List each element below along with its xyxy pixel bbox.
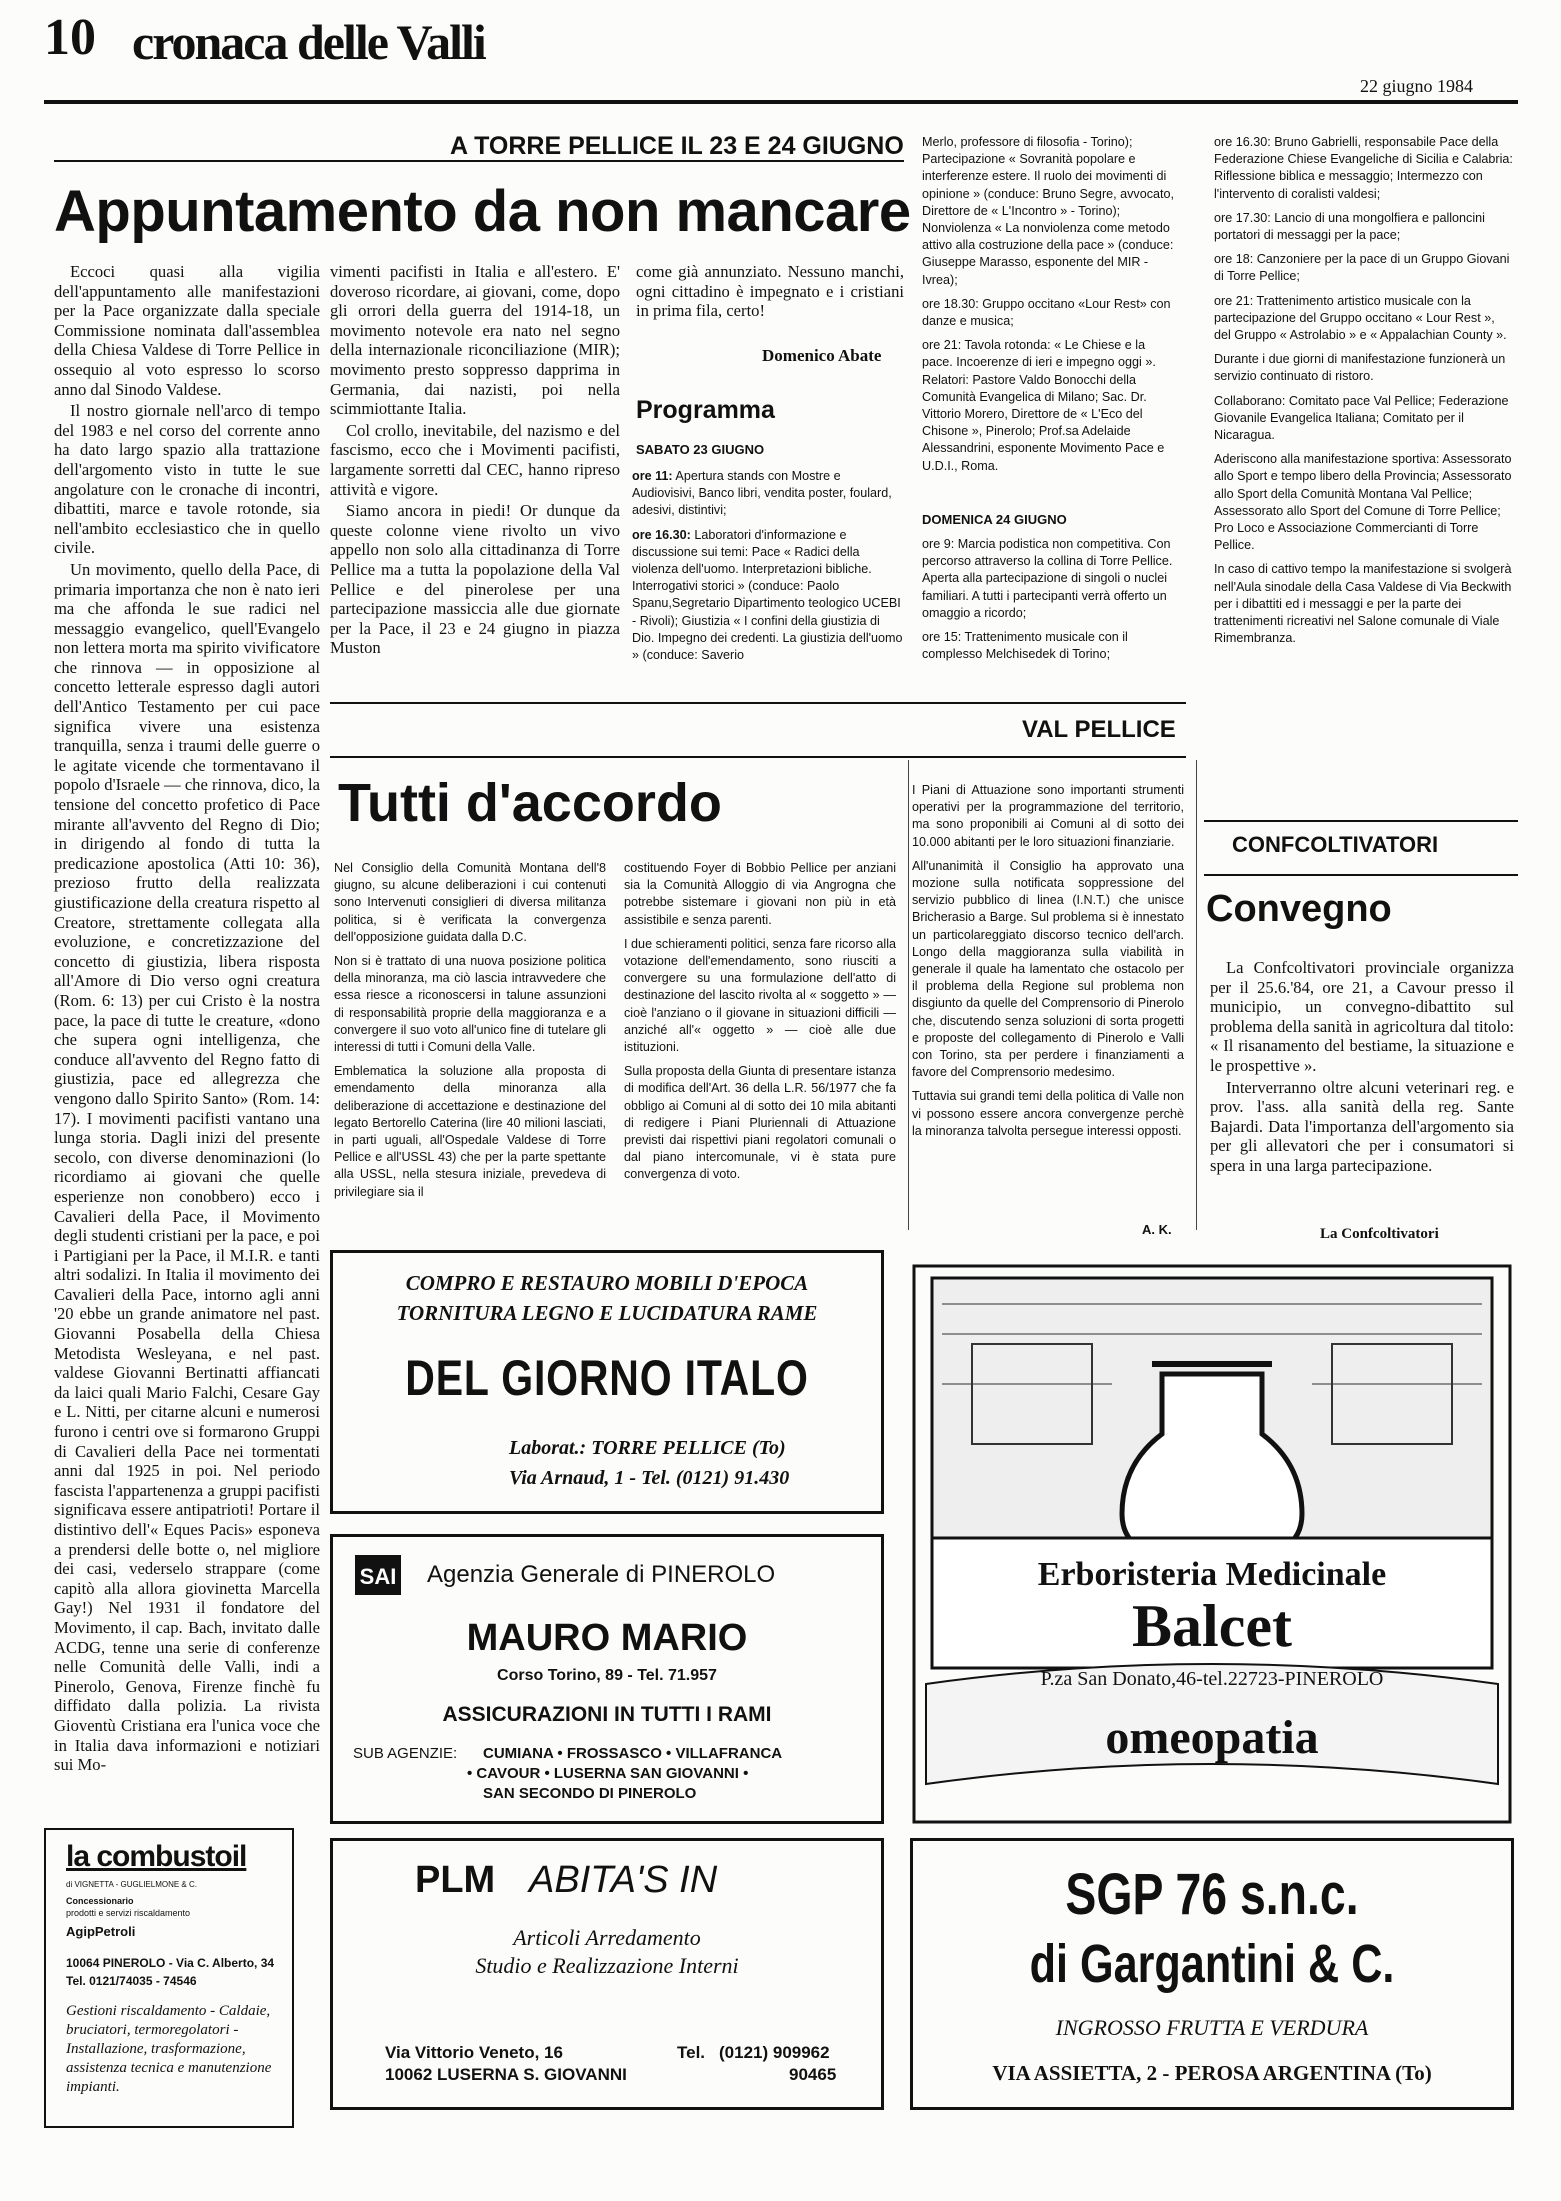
ad-sai-slogan: ASSICURAZIONI IN TUTTI I RAMI bbox=[442, 1703, 772, 1726]
programma-item: ore 21: Trattenimento artistico musicale con la partecipazione del Gruppo occitano « Lour Rest », del Gruppo « Astrolabio » e « Appalachian County ». bbox=[1214, 293, 1507, 343]
ad-sai-name: MAURO MARIO bbox=[466, 1617, 748, 1659]
article2-col3-p2: All'unanimità il Consiglio ha approvato una mozione sulla notificata soppressione del servizio pubblico di linea (I.N.T.) che unisce Bricherasio a Barge. Sul problema si è innestato un particolareggiato discorso tecnico dell'arch. Longo della maggioranza sulla viabilità in generale il quale ha lamentato che ostacolo per il problema della Regione sul problema non disgiunto da quelle del Comprensorio di Pinerolo che, discutendo senza soluzioni di sorta progetti e proposte del collegamento di Pinerolo e Valli con Torino, sta per perdere i finanziamenti a favore del Comprensorio medesimo. bbox=[912, 858, 1184, 1080]
article3-p2: Interverranno oltre alcuni veterinari reg. e prov. l'ass. alla sanità della reg. Sante Bajardi. Data l'importanza dell'argomento sia per gli allevatori che per i consumatori si spera in una larga partecipazione. bbox=[1210, 1077, 1514, 1175]
programma-items-d bbox=[1214, 134, 1514, 654]
paper-name: cronaca delle Valli bbox=[132, 14, 485, 70]
article3-body bbox=[1210, 958, 1514, 1178]
ad-balcet-tag: omeopatia bbox=[1105, 1711, 1319, 1764]
article1-col2 bbox=[330, 262, 620, 682]
article1-col2-p1: vimenti pacifisti in Italia e all'estero. E' doveroso ricordare, ai giovani, come, dopo gli orrori della guerra del 1914-18, un movimento notevole era nato nel segno della internazionale riconciliazione (MIR); movimento presto soppresso dapprima in Germania, dai nazisti, poi nella scimmiottante Italia. bbox=[330, 262, 620, 419]
ad-sgp bbox=[910, 1838, 1514, 2110]
programma-item: ore 15: Trattenimento musicale con il complesso Melchisedek di Torino; bbox=[922, 630, 1128, 662]
page-number: 10 bbox=[44, 9, 96, 66]
programma-title: Programma bbox=[636, 396, 775, 424]
article1-title: Appuntamento da non mancare bbox=[54, 179, 911, 244]
ad-sai-sub2: • CAVOUR • LUSERNA SAN GIOVANNI • bbox=[467, 1765, 749, 1782]
programma-item: ore 16.30: Laboratori d'informazione e discussione sui temi: Pace « Radici della violenza dell'uomo. Interpretazioni bibliche. Interrogativi storici » (conduce: Paolo Spanu,Segretario Dipartimento teologico UCEBI - Rivoli); Giustizia « I confini della giustizia di Dio. Impegno dei credenti. La giustizia dell'uomo » (conduce: Saverio bbox=[632, 527, 903, 663]
programma-item: ore 9: Marcia podistica non competitiva. Con percorso attraverso la collina di Torre Pellice. Aperta alla partecipazione di singoli o nuclei familiari. A tutti i partecipanti verrà offerto un omaggio a ricordo; bbox=[922, 537, 1173, 620]
article2-col2 bbox=[624, 860, 896, 1191]
issue-date: 22 giugno 1984 bbox=[1360, 76, 1474, 96]
article3-p1: La Confcoltivatori provinciale organizza per il 25.6.'84, ore 21, a Cavour presso il municipio, un convegno-dibattito sul problema della sanità in agricoltura dal titolo: « Il risanamento del bestiame, la situazione e le prospettive ». bbox=[1210, 958, 1514, 1075]
programma-item: Durante i due giorni di manifestazione funzionerà un servizio continuato di ristoro. bbox=[1214, 352, 1506, 384]
programma-item: In caso di cattivo tempo la manifestazione si svolgerà nell'Aula sinodale della Casa Valdese di Via Beckwith per i dibattiti ed i messaggi e per la parte dei trattenimenti ricreativi nel Salone comunale di Viale Rimembranza. bbox=[1214, 562, 1512, 646]
article2-col1-p1: Nel Consiglio della Comunità Montana dell'8 giugno, su alcune deliberazioni i cui contenuti sono Intervenuti consiglieri di diversa militanza politica, si è verificata la convergenza dell'opposizione guidata dalla D.C. bbox=[334, 861, 606, 944]
article1-col1-p2: Il nostro giornale nell'arco di tempo del 1983 e nel corso del corrente anno ha dato largo spazio alla trattazione dell'argomento visto in tutte le sue angolature con le cronache di incontri, dibattiti, marce e tavole rotonde, sia nell'ambito ecclesiastico che in quello civile. bbox=[54, 401, 320, 558]
article3-title: Convegno bbox=[1206, 888, 1392, 930]
programma-items-b bbox=[922, 134, 1178, 482]
programma-item: ore 21: Tavola rotonda: « Le Chiese e la pace. Incoerenze di ieri e impegno oggi ». Relatori: Pastore Valdo Bonocchi della Comunità Evangelica di Milano; Sac. Dr. Vittorio Morero, Direttore de « L'Eco del Chisone », Pinerolo; Prof.sa Adelaide Alessandrini, esponente Movimento Pace e U.D.I., Roma. bbox=[922, 338, 1165, 473]
ad-sai-sub1: CUMIANA • FROSSASCO • VILLAFRANCA bbox=[483, 1745, 783, 1762]
article2-col3 bbox=[912, 782, 1184, 1147]
ad-combustoil-addr1: 10064 PINEROLO - Via C. Alberto, 34 bbox=[66, 1956, 275, 1970]
ad-sai-address: Corso Torino, 89 - Tel. 71.957 bbox=[497, 1667, 717, 1684]
article3-section: CONFCOLTIVATORI bbox=[1232, 832, 1439, 857]
ad-sgp-line3: INGROSSO FRUTTA E VERDURA bbox=[1055, 2015, 1369, 2040]
programma-item: Aderiscono alla manifestazione sportiva: Assessorato allo Sport e tempo libero della Provincia; Assessorato allo Sport della Comunità Montana Val Pellice; Assessorato allo Sport del Comune di Torre Pellice; Pro Loco e Associazione Commercianti di Torre Pellice. bbox=[1214, 452, 1512, 553]
ad-sai bbox=[330, 1534, 884, 1824]
ad-plm bbox=[330, 1838, 884, 2110]
programma-item: ore 18.30: Gruppo occitano «Lour Rest» con danze e musica; bbox=[922, 296, 1171, 329]
ad-del-giorno-name: DEL GIORNO ITALO bbox=[405, 1350, 809, 1406]
article1-author: Domenico Abate bbox=[762, 346, 882, 365]
ad-combustoil-sub: di VIGNETTA - GUGLIELMONE & C. bbox=[66, 1880, 197, 1889]
article2-col1-p3: Emblematica la soluzione alla proposta di emendamento della minoranza alla deliberazione di accettazione e destinazione del legato Bertorello Caterina (lire 40 milioni lasciati, in parti uguali, all'Ospedale Valdese di Torre Pellice e all'USSL 43) che per la parte spettante alla USSL, nella stesura iniziale, prevedeva di privilegiare sia il bbox=[334, 1064, 606, 1199]
ad-plm-name1: PLM bbox=[415, 1859, 496, 1901]
programma-item: ore 16.30: Bruno Gabrielli, responsabile Pace della Federazione Chiese Evangeliche di Sicilia e Calabria: Riflessione biblica e messaggio; Intermezzo con l'intervento di coralisti valdesi; bbox=[1214, 135, 1513, 201]
article2-col3-p1: I Piani di Attuazione sono importanti strumenti operativi per la programmazione del territorio, ma sono proponibili ai Comuni al di sotto dei 10.000 abitanti per le loro situazioni finanziarie. bbox=[912, 783, 1184, 849]
ad-del-giorno-addr1: Laborat.: TORRE PELLICE (To) bbox=[509, 1437, 786, 1459]
ad-plm-addr1: Via Vittorio Veneto, 16 bbox=[385, 2043, 563, 2062]
article2-col3-p3: Tuttavia sui grandi temi della politica di Valle non vi possono essere ancora convergenze perchè la minoranza talvolta persegue interessi opposti. bbox=[912, 1089, 1184, 1138]
ad-sai-agency: Agenzia Generale di PINEROLO bbox=[427, 1561, 776, 1588]
ad-plm-line1: Articoli Arredamento bbox=[513, 1925, 701, 1950]
programma-item: Merlo, professore di filosofia - Torino); Partecipazione « Sovranità popolare e interferenze estere. Il ruolo dei movimenti di opinione » (conduce: Bruno Segre, avvocato, Direttore de « L'Incontro » - Torino); Nonviolenza « La nonviolenza come metodo attivo alla costruzione della pace » (conduce: Giuseppe Marasso, esponente del MIR - Ivrea); bbox=[922, 135, 1175, 287]
ad-plm-tel2: 90465 bbox=[789, 2065, 837, 2084]
article2-section-rule bbox=[330, 756, 1186, 758]
ad-del-giorno-line1: COMPRO E RESTAURO MOBILI D'EPOCA bbox=[405, 1271, 809, 1295]
article1-kicker: A TORRE PELLICE IL 23 E 24 GIUGNO bbox=[450, 132, 904, 160]
ad-plm-tel-label: Tel. bbox=[677, 2043, 706, 2062]
column-rule bbox=[1196, 760, 1197, 1230]
ad-del-giorno-addr2: Via Arnaud, 1 - Tel. (0121) 91.430 bbox=[509, 1467, 790, 1489]
ad-sai-logo: SAI bbox=[355, 1555, 401, 1595]
ad-combustoil-addr2: Tel. 0121/74035 - 74546 bbox=[66, 1974, 197, 1988]
programma-item: ore 11: Apertura stands con Mostre e Audiovisivi, Banco libri, vendita poster, foulard, adesivi, distintivi; bbox=[632, 469, 892, 518]
programma-items-a bbox=[632, 468, 904, 671]
ad-plm-line2: Studio e Realizzazione Interni bbox=[475, 1953, 739, 1978]
article1-title-rule bbox=[54, 160, 904, 162]
ad-sgp-line1: SGP 76 s.n.c. bbox=[1065, 1862, 1359, 1927]
column-rule bbox=[908, 760, 909, 1230]
article2-title: Tutti d'accordo bbox=[338, 773, 722, 833]
article3-author: La Confcoltivatori bbox=[1320, 1226, 1439, 1242]
ad-plm-addr2: 10062 LUSERNA S. GIOVANNI bbox=[385, 2065, 627, 2084]
ad-sgp-address: VIA ASSIETTA, 2 - PEROSA ARGENTINA (To) bbox=[992, 2061, 1432, 2085]
article2-col1-p2: Non si è trattato di una nuova posizione politica della minoranza, ma ciò lascia intravvedere che essa riesce a riconoscersi in talune assunzioni di responsabilità proprie della maggioranza e a convergere il suo voto all'unico fine di tutelare gli interessi di tutti i Comuni della Valle. bbox=[334, 954, 606, 1055]
ad-plm-name2: ABITA'S IN bbox=[529, 1859, 718, 1901]
ad-combustoil-brand: AgipPetroli bbox=[66, 1924, 136, 1939]
article2-author: A. K. bbox=[1142, 1222, 1172, 1237]
section-divider bbox=[330, 702, 1186, 704]
article2-section: VAL PELLICE bbox=[1022, 716, 1176, 743]
ad-combustoil-line2: prodotti e servizi riscaldamento bbox=[66, 1908, 191, 1918]
programma-item: ore 18: Canzoniere per la pace di un Gruppo Giovani di Torre Pellice; bbox=[1214, 252, 1510, 284]
article1-col1-p3: Un movimento, quello della Pace, di primaria importanza che non è nato ieri ma che affonda le sue radici nel messaggio evangelico, quell'Evangelo non lettera morta ma spirito vivificatore che rinnova — in opposizione al concetto letterale espresso dagli autori dell'Antico Testamento per cui pace significa vivere una esistenza tranquilla, senza i traumi delle guerre o le agitate vicende che tormentavano il popolo d'Israele — che rinnova, dico, la tensione del concetto profetico di Pace mirante all'avvento del Regno di Dio; in dirigendo al fondo di tutta la predicazione apostolica (Atti 10: 36), prezioso frutto della realizzata giustificazione della creatura rispetto al Creatore, strettamente collegata alla evoluzione, e concretizzazione del concetto di giustizia, libera risposta all'Amore di Dio verso ogni creatura (Rom. 6: 13) per cui Cristo è la nostra pace, la pace di tutte le creature, «dono che supera ogni intelligenza, che conduce all'avvento del Regno fatto di giustizia, pace ed allegrezza che vengono dallo Spirito Santo» (Rom. 14: 17). I movimenti pacifisti vantano una lunga storia. Dagli inizi del presente secolo, con diverse denominazioni (lo ricordiamo ai giovani che quelle esperienze non conobbero) ecco i Cavalieri della Pace, il Movimento degli studenti cristiani per la pace, e poi i Partigiani per la Pace, il M.I.R. e tanti altri sodalizi. In Italia il movimento dei Cavalieri della Pace, intorno agli anni '20 ebbe un grande animatore nel past. Giovanni Posabella della Chiesa Metodista Wesleyana, e nel past. valdese Giovanni Bertinatti affiancati da laici quali Mario Falchi, Cesare Gay e L. Nitti, per citarne alcuni e numerosi furono i centri ove si formarono Gruppi di Cavalieri della Pace nei tormentati anni dal 1925 in poi. Nel periodo fascista l'appartenenza a gruppi pacifisti significava essere antipatrioti! Portare il distintivo dell'« Eques Pacis» esponeva a prendersi delle botte o, nel migliore dei casi, vederselo strappare (come capitò alla allora giovinetta Marcella Gay!) Nel 1931 il fondatore del Movimento, il cap. Bach, invitato dalle ACDG, tenne una serie di conferenze nelle Comunità delle Valli, indi a Pinerolo, Genova, Firenze finchè fu diffidato dalla polizia. La rivista Gioventù Cristiana era l'unica voce che in Italia dava informazioni e notiziari sui Mo- bbox=[54, 559, 320, 1775]
article3-top-rule bbox=[1204, 820, 1518, 822]
article2-col2-p2: I due schieramenti politici, senza fare ricorso alla votazione dell'emendamento, sono riusciti a convergere su una formulazione dell'atto di destinazione del lascito rivolta al « soggetto » — cioè l'anziano o il giovane in situazioni difficili — anziché all'« oggetto » — cioè alle due istituzioni. bbox=[624, 936, 896, 1055]
ad-combustoil bbox=[44, 1828, 294, 2128]
article3-rule bbox=[1204, 874, 1518, 876]
programma-items-c bbox=[922, 536, 1178, 670]
article2-col2-p3: Sulla proposta della Giunta di presentare istanza di modifica dell'Art. 36 della L.R. 56/1977 che fa obbligo ai Comuni al di sotto dei 10 mila abitanti di redigere i Piani Pluriennali di Attuazione previsti dai rispettivi piani regolatori comunali o dal piano intercomunale, vi è stata pure convergenza di voto. bbox=[624, 1064, 896, 1182]
ad-sai-sub-label: SUB AGENZIE: bbox=[353, 1745, 458, 1762]
programma-day2: DOMENICA 24 GIUGNO bbox=[922, 512, 1067, 527]
article1-col3-p1: come già annunziato. Nessuno manchi, ogni cittadino è impegnato e i cristiani in prima fila, certo! bbox=[636, 262, 904, 321]
article2-col2-p1: costituendo Foyer di Bobbio Pellice per anziani sia la Comunità Alloggio di via Angrogna che potrebbe sistemare i giovani non più in età assistibile e senza parenti. bbox=[624, 861, 896, 927]
masthead-rule bbox=[44, 100, 1518, 104]
programma-item: Collaborano: Comitato pace Val Pellice; Federazione Giovanile Evangelica Italiana; Comitato per il Nicaragua. bbox=[1214, 393, 1509, 443]
article1-col2-p2: Col crollo, inevitabile, del nazismo e del fascismo, ecco che i Movimenti pacifisti, largamente sorretti dal CEC, hanno ripreso attività e vigore. bbox=[330, 420, 620, 499]
ad-del-giorno-line2: TORNITURA LEGNO E LUCIDATURA RAME bbox=[396, 1301, 818, 1325]
programma-item: ore 17.30: Lancio di una mongolfiera e palloncini portatori di messaggi per la pace; bbox=[1214, 210, 1485, 243]
ad-plm-tel1: (0121) 909962 bbox=[719, 2043, 830, 2062]
article1-col1-p1: Eccoci quasi alla vigilia dell'appuntamento alle manifestazioni per la Pace organizzate dalla speciale Commissione nominata dall'assemblea della Chiesa Valdese di Torre Pellice in ossequio al voto espresso lo scorso anno dal Sinodo Valdese. bbox=[54, 262, 320, 399]
ad-balcet-line1: Erboristeria Medicinale bbox=[1037, 1556, 1387, 1593]
ad-sgp-line2: di Gargantini & C. bbox=[1029, 1934, 1395, 1994]
article1-col1 bbox=[54, 262, 320, 1832]
ad-balcet-address: P.za San Donato,46-tel.22723-PINEROLO bbox=[1040, 1668, 1384, 1690]
ad-del-giorno bbox=[330, 1250, 884, 1514]
ad-combustoil-desc: Gestioni riscaldamento - Caldaie, bruciatori, termoregolatori - Installazione, trasformazione, assistenza tecnica e manutenzione impianti. bbox=[66, 2003, 272, 2095]
programma-day1: SABATO 23 GIUGNO bbox=[636, 442, 765, 457]
ad-balcet-name: Balcet bbox=[1132, 1593, 1292, 1659]
ad-sai-sub3: SAN SECONDO DI PINEROLO bbox=[483, 1785, 697, 1802]
article2-col1 bbox=[334, 860, 606, 1208]
article1-col2-p3: Siamo ancora in piedi! Or dunque da queste colonne viene rivolto un vivo appello non solo alla cittadinanza di Torre Pellice ma a tutta la popolazione della Val Pellice e del pinerolese per una partecipazione massiccia alle due giornate per la Pace, il 23 e 24 giugno in piazza Muston bbox=[330, 501, 620, 658]
ad-combustoil-logo: la combustoil bbox=[66, 1840, 247, 1873]
ad-combustoil-line1: Concessionario bbox=[66, 1896, 134, 1906]
ad-balcet bbox=[912, 1264, 1512, 1824]
